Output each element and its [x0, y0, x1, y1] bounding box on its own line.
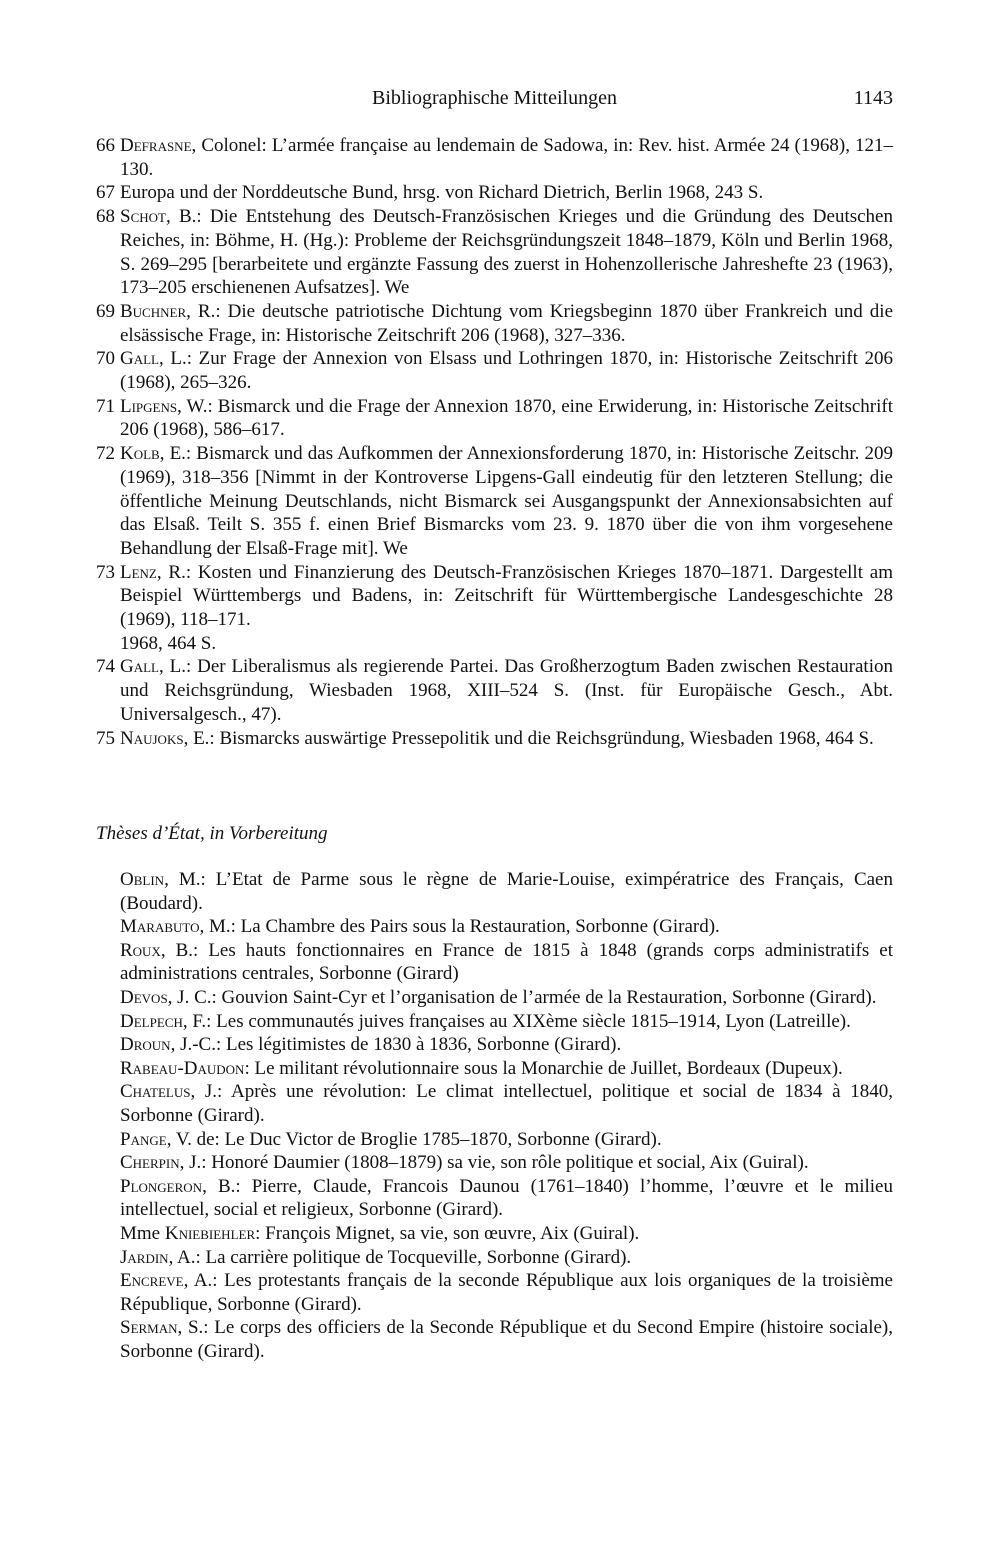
bibliography-entry: [96, 442, 893, 561]
thesis-author: Encreve: [120, 1270, 184, 1292]
thesis-body: , F.: Les communautés juives françaises au XIXème siècle 1815–1914, Lyon (Latreille).: [182, 1010, 851, 1032]
thesis-body: , J.-C.: Les légitimistes de 1830 à 1836, Sorbonne (Girard).: [170, 1034, 622, 1056]
bibliography-entry: [96, 347, 893, 394]
section-heading: Thèses d’État, in Vorbereitung: [96, 823, 328, 844]
entry-author: Kolb: [120, 443, 160, 465]
entry-number: 70: [96, 348, 115, 370]
thesis-body: , S.: Le corps des officiers de la Seconde République et du Second Empire (histoire sociale), Sorbonne (Girard).: [120, 1317, 893, 1362]
entry-text: [120, 347, 893, 394]
entry-number: 68: [96, 206, 115, 228]
running-title: Bibliographische Mitteilungen: [372, 87, 617, 109]
thesis-body: , J.: Honoré Daumier (1808–1879) sa vie, son rôle politique et social, Aix (Guiral).: [179, 1152, 809, 1174]
thesis-author: Roux: [120, 939, 161, 961]
thesis-author: Oblin: [120, 869, 165, 890]
thesis-entry: [96, 1128, 893, 1152]
bibliography-entry: [96, 655, 893, 726]
thesis-author: Delpech: [120, 1010, 183, 1032]
entry-author: Naujoks: [120, 727, 184, 749]
thesis-author: Pange: [120, 1128, 167, 1150]
entry-extra-line: 1968, 464 S.: [120, 632, 217, 654]
thesis-body: , M.: La Chambre des Pairs sous la Restauration, Sorbonne (Girard).: [199, 916, 720, 938]
entry-number: 66: [96, 135, 115, 156]
thesis-body: , B.: Pierre, Claude, Francois Daunou (1761–1840) l’homme, l’œuvre et le milieu intellectuel, social et religieux, Sorbonne (Girard).: [120, 1175, 893, 1221]
thesis-entry: [96, 1033, 893, 1057]
entry-number: 75: [96, 727, 115, 749]
entry-author: Buchner: [120, 300, 187, 322]
thesis-entry: [96, 915, 893, 939]
thesis-author: Jardin: [120, 1246, 169, 1268]
entry-text: [120, 134, 893, 181]
thesis-author: Rabeau-Daudon: [120, 1057, 245, 1079]
entry-number: 69: [96, 300, 115, 322]
thesis-entry: [96, 1080, 893, 1127]
entry-author: Defrasne: [120, 135, 192, 156]
entry-number: 74: [96, 656, 115, 678]
page-number: 1143: [853, 87, 893, 109]
entry-text: [120, 300, 893, 347]
thesis-entry: [96, 868, 893, 915]
entry-text: [120, 561, 893, 656]
thesis-author: Serman: [120, 1317, 178, 1339]
entry-author: Gall: [120, 348, 159, 370]
bibliography-entry: [96, 134, 893, 181]
thesis-prefix: Mme: [120, 1222, 165, 1244]
entry-text: [120, 181, 893, 205]
thesis-entry: [96, 1175, 893, 1222]
thesis-body: , A.: La carrière politique de Tocqueville, Sorbonne (Girard).: [168, 1246, 632, 1268]
thesis-author: Chatelus: [120, 1081, 191, 1103]
entry-number: 67: [96, 182, 115, 204]
thesis-entry: [96, 939, 893, 986]
thesis-entry: [96, 1316, 893, 1363]
entry-body: , R.: Die deutsche patriotische Dichtung vom Kriegsbeginn 1870 über Frankreich und die elsässische Frage, in: Historische Zeitschrift 206 (1968), 327–336.: [120, 300, 893, 346]
thesis-body: , M.: L’Etat de Parme sous le règne de Marie-Louise, eximpératrice des Français, Caen (Boudard).: [120, 869, 893, 914]
thesis-author: Kniebiehler: [164, 1222, 256, 1244]
thesis-body: , J.: Après une révolution: Le climat intellectuel, politique et social de 1834 à 1840, Sorbonne (Girard).: [120, 1081, 893, 1126]
thesis-entry: [96, 1010, 893, 1034]
entry-body: , B.: Die Entstehung des Deutsch-Französischen Krieges und die Gründung des Deutschen Reiches, in: Böhme, H. (Hg.): Probleme der Reichsgründungszeit 1848–1879, Köln und Berlin 1968, S. 269–295 [berarbeitete und ergänzte Fassung des zuerst in Hohenzollerische Jahreshefte 23 (1963), 173–205 erschienenen Aufsatzes]. We: [120, 206, 893, 299]
entry-author: Lenz: [120, 561, 157, 583]
thesis-entry: [96, 1151, 893, 1175]
thesis-entry: [96, 1057, 893, 1081]
entry-text: [120, 395, 893, 442]
entry-author: Gall: [120, 656, 159, 678]
entry-number: 73: [96, 561, 115, 583]
entry-body: , E.: Bismarcks auswärtige Pressepolitik und die Reichsgründung, Wiesbaden 1968, 464 S.: [183, 727, 874, 749]
entry-body: , L.: Zur Frage der Annexion von Elsass und Lothringen 1870, in: Historische Zeitschrift 206 (1968), 265–326.: [120, 348, 893, 394]
bibliography-entry: [96, 395, 893, 442]
entry-body: , L.: Der Liberalismus als regierende Partei. Das Großherzogtum Baden zwischen Restauration und Reichsgründung, Wiesbaden 1968, XIII–524 S. (Inst. für Europäische Gesch., Abt. Universalgesch., 47).: [120, 656, 893, 725]
thesis-author: Cherpin: [120, 1152, 180, 1174]
thesis-author: Devos: [120, 986, 168, 1008]
entry-text: [120, 727, 893, 751]
bibliography-list: [96, 134, 893, 750]
entry-author: Schot: [120, 206, 166, 228]
page-header: [96, 86, 893, 116]
bibliography-entry: [96, 205, 893, 300]
entry-text: [120, 205, 893, 300]
entry-number: 71: [96, 395, 115, 417]
entry-body: , E.: Bismarck und das Aufkommen der Annexionsforderung 1870, in: Historische Zeitschr. 209 (1969), 318–356 [Nimmt in der Kontroverse Lipgens-Gall eindeutig für den letzteren Stellung; die öffentliche Meinung Deutschlands, nicht Bismarck sei Ausgangspunkt der Annexionsabsichten auf das Elsaß. Teilt S. 355 f. einen Brief Bismarcks vom 23. 9. 1870 über die von ihm vorgesehene Behandlung der Elsaß-Frage mit]. We: [120, 443, 893, 559]
theses-list: [96, 868, 893, 1363]
thesis-entry: [96, 986, 893, 1010]
thesis-body: , B.: Les hauts fonctionnaires en France de 1815 à 1848 (grands corps administratifs et administrations centrales, Sorbonne (Girard): [120, 939, 893, 985]
bibliography-entry: [96, 300, 893, 347]
thesis-entry: [96, 1222, 893, 1246]
entry-author: Lipgens: [120, 395, 178, 417]
thesis-body: , A.: Les protestants français de la seconde République aux lois organiques de la troisième République, Sorbonne (Girard).: [120, 1270, 893, 1315]
thesis-entry: [96, 1269, 893, 1316]
thesis-author: Droun: [120, 1034, 171, 1056]
thesis-body: : François Mignet, sa vie, son œuvre, Aix (Guiral).: [255, 1222, 640, 1244]
entry-body: , W.: Bismarck und die Frage der Annexion 1870, eine Erwiderung, in: Historische Zeitschrift 206 (1968), 586–617.: [120, 395, 893, 441]
bibliography-entry: [96, 561, 893, 656]
thesis-author: Plongeron: [120, 1175, 203, 1197]
entry-text: [120, 442, 893, 561]
entry-number: 72: [96, 443, 115, 465]
bibliography-entry: [96, 727, 893, 751]
entry-body: Europa und der Norddeutsche Bund, hrsg. von Richard Dietrich, Berlin 1968, 243 S.: [120, 182, 764, 204]
thesis-body: , V. de: Le Duc Victor de Broglie 1785–1870, Sorbonne (Girard).: [166, 1128, 662, 1150]
thesis-body: , J. C.: Gouvion Saint-Cyr et l’organisation de l’armée de la Restauration, Sorbonne (Girard).: [167, 986, 877, 1008]
entry-body: , Colonel: L’armée française au lendemain de Sadowa, in: Rev. hist. Armée 24 (1968), 121–130.: [120, 135, 893, 180]
thesis-body: : Le militant révolutionnaire sous la Monarchie de Juillet, Bordeaux (Dupeux).: [244, 1057, 843, 1079]
thesis-author: Marabuto: [120, 916, 200, 938]
entry-text: [120, 655, 893, 726]
thesis-entry: [96, 1246, 893, 1270]
entry-body: , R.: Kosten und Finanzierung des Deutsch-Französischen Krieges 1870–1871. Dargestellt am Beispiel Württembergs und Badens, in: Zeitschrift für Württembergische Landesgeschichte 28 (1969), 118–171.: [120, 561, 893, 631]
bibliography-entry: [96, 181, 893, 205]
